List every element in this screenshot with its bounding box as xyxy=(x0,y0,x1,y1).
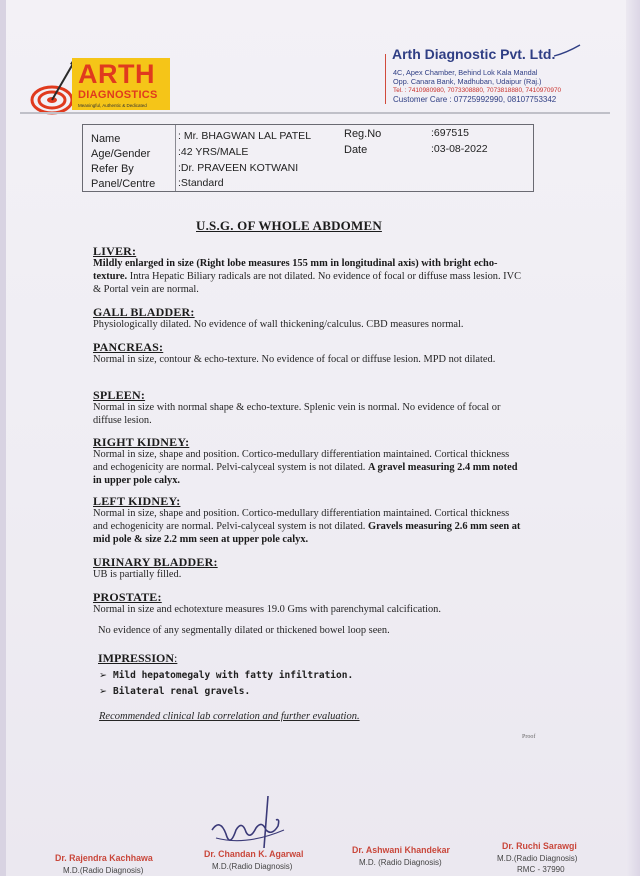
section-liver xyxy=(93,244,525,296)
impression-heading-text: IMPRESSION xyxy=(98,651,175,665)
logo-tagline: Meaningful, Authentic & Dedicated xyxy=(78,103,147,108)
arth-logo xyxy=(30,56,180,118)
prostate-text: Normal in size and echotexture measures 19.0 Gms with parenchymal calcification. xyxy=(93,604,441,615)
left-kidney-text xyxy=(93,508,525,546)
arrow-bullet-icon: ➢ xyxy=(99,686,107,697)
header-divider xyxy=(385,54,386,104)
doctor-name: Dr. Rajendra Kachhawa xyxy=(55,853,153,863)
company-address-2: Opp. Canara Bank, Madhuban, Udaipur (Raj.) xyxy=(393,77,542,86)
liver-finding: Mildly enlarged in size (Right lobe measures 155 mm in longitudinal axis) with bright echo-texture. xyxy=(93,258,498,282)
gall-bladder-heading: GALL BLADDER: xyxy=(93,305,195,319)
gall-bladder-text: Physiologically dilated. No evidence of wall thickening/calculus. CBD measures normal. xyxy=(93,319,464,330)
left-kidney-detail: Normal in size, shape and position. Cortico-medullary differentiation maintained. Cortical thickness and echogenicity are normal. Pelvi-calyceal system is not dilated. xyxy=(93,508,510,532)
refer-by-value: :Dr. PRAVEEN KOTWANI xyxy=(178,162,299,174)
doctor-degree: M.D.(Radio Diagnosis) xyxy=(497,854,578,863)
section-urinary-bladder xyxy=(93,555,525,582)
name-label: Name xyxy=(91,133,121,145)
right-kidney-heading: RIGHT KIDNEY: xyxy=(93,435,190,449)
impression-item xyxy=(99,670,353,681)
section-gall-bladder xyxy=(93,305,525,332)
refer-by-label: Refer By xyxy=(91,163,134,175)
header-rule xyxy=(20,112,610,114)
pancreas-heading: PANCREAS: xyxy=(93,340,164,354)
logo-word: ARTH xyxy=(78,59,155,89)
section-spleen xyxy=(93,388,525,428)
reg-no-label: Reg.No xyxy=(344,128,382,140)
left-kidney-heading: LEFT KIDNEY: xyxy=(93,494,181,508)
bowel-note: No evidence of any segmentally dilated or thickened bowel loop seen. xyxy=(98,625,390,636)
section-left-kidney xyxy=(93,494,525,546)
section-pancreas xyxy=(93,340,525,367)
underline-swoosh-icon xyxy=(552,44,582,58)
right-kidney-finding: A gravel measuring 2.4 mm noted in upper pole calyx. xyxy=(93,461,518,486)
date-value: :03-08-2022 xyxy=(431,143,488,155)
urinary-bladder-heading: URINARY BLADDER: xyxy=(93,555,218,569)
doctor-name: Dr. Ashwani Khandekar xyxy=(352,845,450,855)
urinary-bladder-text: UB is partially filled. xyxy=(93,569,182,580)
pancreas-text: Normal in size, contour & echo-texture. No evidence of focal or diffuse lesion. MPD not dilated. xyxy=(93,354,496,365)
section-prostate xyxy=(93,590,525,617)
age-gender-value: :42 YRS/MALE xyxy=(178,146,249,158)
proof-mark: Proof xyxy=(522,734,536,740)
reg-no-value: :697515 xyxy=(431,127,469,139)
liver-detail: Intra Hepatic Biliary radicals are not dilated. No evidence of focal or diffuse mass lesion. IVC & Portal vein are normal. xyxy=(93,270,522,295)
prostate-heading: PROSTATE: xyxy=(93,590,162,604)
spleen-heading: SPLEEN: xyxy=(93,388,146,402)
section-right-kidney xyxy=(93,435,525,487)
recommendation-note: Recommended clinical lab correlation and further evaluation. xyxy=(99,711,360,722)
impression-text: Mild hepatomegaly with fatty infiltration. xyxy=(112,670,354,681)
doctor-degree: M.D. (Radio Diagnosis) xyxy=(359,858,442,867)
target-arrow-icon xyxy=(30,56,78,118)
arrow-bullet-icon: ➢ xyxy=(99,670,107,681)
impression-heading xyxy=(98,651,177,666)
doctor-name: Dr. Ruchi Sarawgi xyxy=(502,841,577,851)
doctor-reg-number: RMC - 37990 xyxy=(517,865,565,874)
liver-heading: LIVER: xyxy=(93,244,137,258)
panel-centre-value: :Standard xyxy=(178,177,224,189)
left-kidney-finding: Gravels measuring 2.6 mm seen at mid pole & size 2.2 mm seen at upper pole calyx. xyxy=(93,520,521,545)
doctor-degree: M.D.(Radio Diagnosis) xyxy=(63,866,144,875)
age-gender-label: Age/Gender xyxy=(91,148,151,160)
right-kidney-detail: Normal in size, shape and position. Cortico-medullary differentiation maintained. Cortical thickness and echogenicity are normal. Pelvi-calyceal system is not dilated. xyxy=(93,449,510,473)
spleen-text: Normal in size with normal shape & echo-texture. Splenic vein is normal. No evidence of focal or diffuse lesion. xyxy=(93,402,501,426)
date-label: Date xyxy=(344,144,368,156)
name-value: : Mr. BHAGWAN LAL PATEL xyxy=(178,130,312,142)
liver-text xyxy=(93,258,525,296)
doctor-degree: M.D.(Radio Diagnosis) xyxy=(212,862,293,871)
logo-subtitle: DIAGNOSTICS xyxy=(78,89,158,101)
patient-info-table xyxy=(82,124,534,192)
company-address-1: 4C, Apex Chamber, Behind Lok Kala Mandal xyxy=(393,68,538,77)
doctor-name: Dr. Chandan K. Agarwal xyxy=(204,849,304,859)
company-name: Arth Diagnostic Pvt. Ltd. xyxy=(392,46,556,62)
impression-text: Bilateral renal gravels. xyxy=(112,686,251,697)
report-title: U.S.G. OF WHOLE ABDOMEN xyxy=(196,218,382,233)
company-customer-care: Customer Care : 07725992990, 08107753342 xyxy=(393,95,557,104)
table-column-divider xyxy=(175,125,176,191)
panel-centre-label: Panel/Centre xyxy=(91,178,156,190)
company-telephone: Tel. : 7410980980, 7073308880, 7073818880, 7410970970 xyxy=(393,87,562,94)
right-kidney-text xyxy=(93,449,525,487)
impression-item xyxy=(99,686,250,697)
impression-colon: : xyxy=(174,651,178,665)
